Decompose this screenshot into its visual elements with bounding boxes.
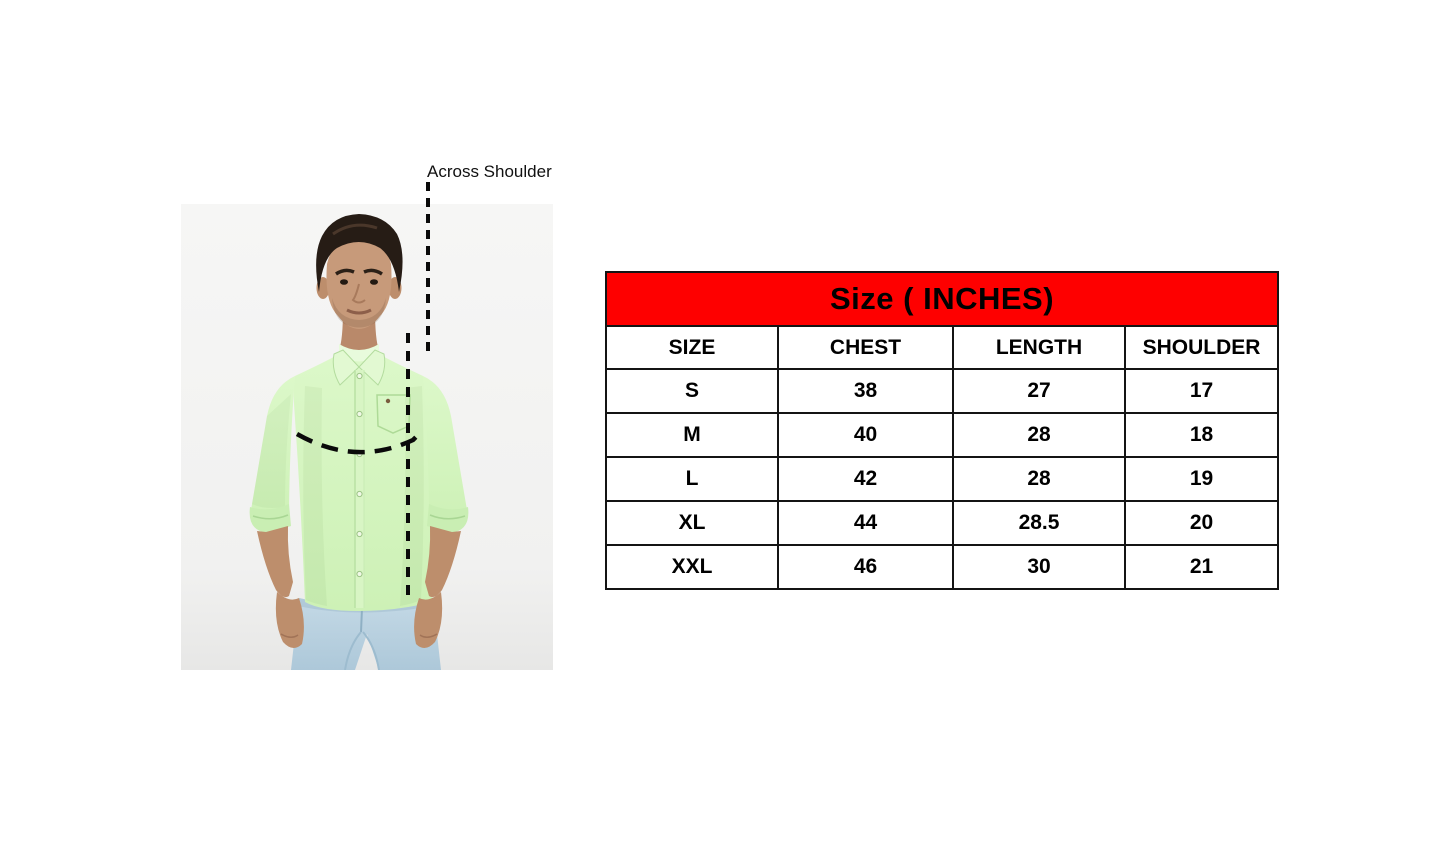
cell-chest: 46 bbox=[778, 545, 953, 589]
table-row-m bbox=[606, 413, 1278, 457]
cell-chest: 38 bbox=[778, 369, 953, 413]
column-header-shoulder: SHOULDER bbox=[1125, 326, 1278, 369]
cell-size: XL bbox=[606, 501, 778, 545]
cell-shoulder: 18 bbox=[1125, 413, 1278, 457]
cell-shoulder: 17 bbox=[1125, 369, 1278, 413]
cell-size: L bbox=[606, 457, 778, 501]
column-header-size: SIZE bbox=[606, 326, 778, 369]
cell-chest: 40 bbox=[778, 413, 953, 457]
cell-shoulder: 21 bbox=[1125, 545, 1278, 589]
cell-size: M bbox=[606, 413, 778, 457]
cell-shoulder: 19 bbox=[1125, 457, 1278, 501]
model-photo bbox=[181, 204, 553, 670]
cell-chest: 42 bbox=[778, 457, 953, 501]
table-row-xl bbox=[606, 501, 1278, 545]
column-header-length: LENGTH bbox=[953, 326, 1125, 369]
size-chart-table bbox=[605, 271, 1279, 590]
right-eye bbox=[370, 279, 378, 285]
column-header-chest: CHEST bbox=[778, 326, 953, 369]
header-row bbox=[606, 326, 1278, 369]
cell-shoulder: 20 bbox=[1125, 501, 1278, 545]
size-chart-title: Size ( INCHES) bbox=[606, 272, 1278, 326]
cell-length: 28 bbox=[953, 413, 1125, 457]
across-shoulder-label: Across Shoulder bbox=[427, 162, 552, 181]
cell-size: S bbox=[606, 369, 778, 413]
cell-chest: 44 bbox=[778, 501, 953, 545]
table-row-xxl bbox=[606, 545, 1278, 589]
table-row-l bbox=[606, 457, 1278, 501]
cell-length: 28.5 bbox=[953, 501, 1125, 545]
left-eye bbox=[340, 279, 348, 285]
cell-length: 27 bbox=[953, 369, 1125, 413]
title-row bbox=[606, 272, 1278, 326]
table-row-s bbox=[606, 369, 1278, 413]
cell-length: 28 bbox=[953, 457, 1125, 501]
cell-size: XXL bbox=[606, 545, 778, 589]
cell-length: 30 bbox=[953, 545, 1125, 589]
